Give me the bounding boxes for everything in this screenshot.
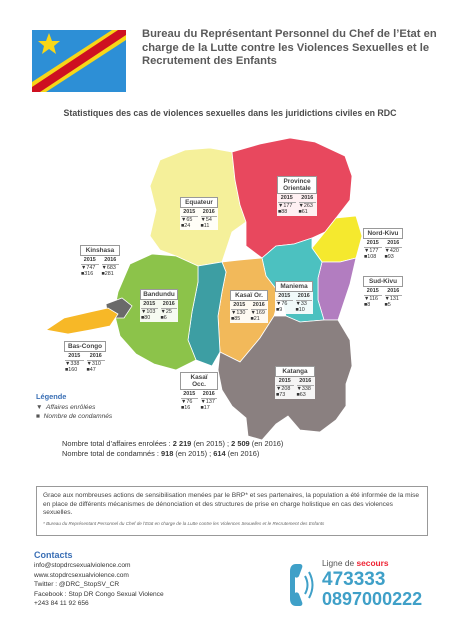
legend-title: Légende — [36, 392, 67, 401]
info-text: Grace aux nombreuses actions de sensibilisation menées par le BRP* et ses partenaires, la population a été informée de la mise en place de différents mécanismes de dénonciation et des structures de prise en charge holistique en cas des violences sexuelles. — [43, 492, 420, 516]
condamnes-2015: 160 — [68, 367, 78, 374]
condamnes-2016: 61 — [301, 209, 308, 216]
province-name: Bas-Congo — [64, 341, 106, 352]
affaires-2015: 208 — [281, 385, 291, 392]
year-2015: 2015 — [141, 301, 158, 309]
contact-facebook[interactable]: Facebook : Stop DR Congo Sexual Violence — [34, 590, 164, 598]
province-name: Maniema — [275, 281, 313, 292]
affaires-2015: 130 — [236, 309, 246, 316]
condamnes-2015: 85 — [234, 316, 241, 323]
condamnes-2015: 16 — [184, 405, 191, 412]
year-2016: 2016 — [251, 302, 268, 310]
contacts-title: Contacts — [34, 550, 73, 560]
affaires-2016: 169 — [255, 309, 265, 316]
affaires-2015: 76 — [281, 300, 288, 307]
affaires-2016: 683 — [106, 264, 116, 271]
year-2015: 2015 — [364, 240, 382, 248]
province-name: Equateur — [180, 197, 218, 208]
condamnes-2015: 9 — [279, 307, 283, 314]
year-2015: 2015 — [231, 302, 248, 310]
affaires-2016: 25 — [165, 308, 172, 315]
condamnes-2015: 88 — [281, 209, 288, 216]
condamnes-2016: 5 — [387, 302, 391, 309]
stats-kinshasa: Kinshasa 2015 2016 ▼747 ▼683 ■316 ■281 — [80, 245, 120, 278]
stats-sud-kivu: Sud-Kivu 2015 2016 ▼116 ▼131 ■8 ■5 — [363, 276, 403, 309]
province-name: Kinshasa — [80, 245, 120, 256]
year-2016: 2016 — [201, 209, 218, 217]
affaires-2016: 420 — [389, 247, 399, 254]
stats-katanga: Katanga 2015 2016 ▼208 ▼338 ■73 ■63 — [275, 366, 315, 399]
total-condamnes: Nombre total de condamnés : 918 (en 2015) ; 614 (en 2016) — [62, 449, 260, 458]
contact-phone: +243 84 11 92 656 — [34, 600, 89, 608]
stats-equateur: Equateur 2015 2016 ▼65 ▼54 ■24 ■11 — [180, 197, 218, 230]
year-2015: 2015 — [364, 288, 382, 296]
province-name: Kasaï Or. — [230, 290, 268, 301]
condamnes-2016: 11 — [203, 223, 210, 230]
province-name: Kasaï Occ. — [180, 372, 218, 390]
stats-kasai-oriental: Kasaï Or. 2015 2016 ▼130 ▼169 ■85 ■21 — [230, 290, 268, 323]
condamnes-2016: 47 — [89, 367, 96, 374]
stats-maniema: Maniema 2015 2016 ▼76 ▼33 ■9 ■10 — [275, 281, 313, 314]
year-2016: 2016 — [102, 257, 120, 265]
hotline-number-2[interactable]: 0897000222 — [322, 589, 423, 609]
condamnes-2015: 316 — [84, 271, 94, 278]
year-2015: 2015 — [181, 391, 198, 399]
affaires-2015: 103 — [146, 308, 156, 315]
affaires-2016: 33 — [300, 300, 307, 307]
phone-icon — [288, 562, 316, 608]
province-name: Province Orientale — [277, 176, 317, 194]
year-2016: 2016 — [296, 293, 313, 301]
stats-nord-kivu: Nord-Kivu 2015 2016 ▼177 ▼420 ■108 ■93 — [363, 228, 403, 261]
affaires-2015: 65 — [186, 216, 193, 223]
affaires-2016: 263 — [303, 202, 313, 209]
condamnes-2016: 21 — [253, 316, 260, 323]
year-2016: 2016 — [201, 391, 218, 399]
stats-bas-congo: Bas-Congo 2015 2016 ▼338 ▼310 ■160 ■47 — [64, 341, 106, 374]
header-title: Bureau du Représentant Personnel du Chef de l’Etat en charge de la Lutte contre les Violences Sexuelles et le Recrutement des Enfants — [142, 28, 437, 67]
legend — [36, 392, 112, 421]
info-box — [36, 486, 428, 536]
condamnes-2016: 93 — [387, 254, 394, 261]
affaires-2016: 338 — [301, 385, 311, 392]
contact-twitter[interactable]: Twitter : @DRC_StopSV_CR — [34, 581, 120, 589]
affaires-2015: 76 — [186, 398, 193, 405]
legend-affaires: Affaires enrôlées — [45, 404, 96, 411]
hotline-number-1[interactable]: 473333 — [322, 569, 386, 590]
affaires-2015: 177 — [283, 202, 293, 209]
totals — [62, 439, 283, 459]
year-2016: 2016 — [297, 378, 315, 386]
hotline-label: Ligne de secours — [322, 558, 389, 568]
affaires-2015: 116 — [369, 295, 378, 302]
condamnes-2015: 80 — [144, 315, 151, 322]
condamnes-2016: 17 — [203, 405, 210, 412]
province-name: Sud-Kivu — [363, 276, 403, 287]
condamnes-2016: 281 — [104, 271, 114, 278]
year-2015: 2015 — [276, 378, 294, 386]
condamnes-2016: 6 — [163, 315, 167, 322]
affaires-2016: 137 — [205, 398, 215, 405]
province-name: Bandundu — [140, 289, 178, 300]
year-2015: 2015 — [181, 209, 198, 217]
contacts — [34, 551, 164, 608]
condamnes-2016: 63 — [299, 392, 306, 399]
year-2016: 2016 — [299, 195, 317, 203]
affaires-2015: 177 — [369, 247, 379, 254]
affaires-2016: 131 — [389, 295, 399, 302]
region-sud-kivu — [318, 258, 356, 320]
year-2015: 2015 — [276, 293, 293, 301]
condamnes-2015: 108 — [367, 254, 377, 261]
legend-condamnes: Nombre de condamnés — [43, 413, 113, 420]
year-2016: 2016 — [87, 353, 106, 361]
affaires-2016: 310 — [91, 360, 101, 367]
condamnes-2016: 10 — [298, 307, 305, 314]
condamnes-2015: 73 — [279, 392, 286, 399]
year-2015: 2015 — [65, 353, 84, 361]
square-icon: ■ — [36, 413, 40, 420]
info-footnote: * Bureau du Représentant Personnel du Chef de l’Etat en charge de la Lutte contre les Violences Sexuelles et le Recrutement des Enfants — [43, 520, 325, 526]
province-name: Katanga — [275, 366, 315, 377]
contact-email[interactable]: info@stopdrcsexualviolence.com — [34, 562, 131, 570]
year-2016: 2016 — [385, 240, 403, 248]
year-2016: 2016 — [385, 288, 403, 296]
affaires-2016: 54 — [205, 216, 212, 223]
year-2015: 2015 — [81, 257, 99, 265]
map-title: Statistiques des cas de violences sexuelles dans les juridictions civiles en RDC — [63, 108, 397, 118]
stats-bandundu: Bandundu 2015 2016 ▼103 ▼25 ■80 ■6 — [140, 289, 178, 322]
stats-province-orientale: Province Orientale 2015 2016 ▼177 ▼263 ■88 ■61 — [277, 176, 317, 216]
affaires-2015: 747 — [86, 264, 96, 271]
triangle-down-icon: ▼ — [36, 404, 43, 411]
stats-kasai-occidental: Kasaï Occ. 2015 2016 ▼76 ▼137 ■16 ■17 — [180, 372, 218, 412]
province-name: Nord-Kivu — [363, 228, 403, 239]
total-affaires: Nombre total d’affaires enrolées : 2 219 (en 2015) ; 2 509 (en 2016) — [62, 439, 284, 448]
contact-website[interactable]: www.stopdrcsexualviolence.com — [34, 571, 129, 579]
condamnes-2015: 24 — [184, 223, 191, 230]
condamnes-2015: 8 — [367, 302, 371, 309]
region-bas-congo — [46, 308, 118, 334]
year-2015: 2015 — [278, 195, 296, 203]
hotline — [288, 556, 438, 612]
affaires-2015: 338 — [70, 360, 80, 367]
year-2016: 2016 — [161, 301, 178, 309]
